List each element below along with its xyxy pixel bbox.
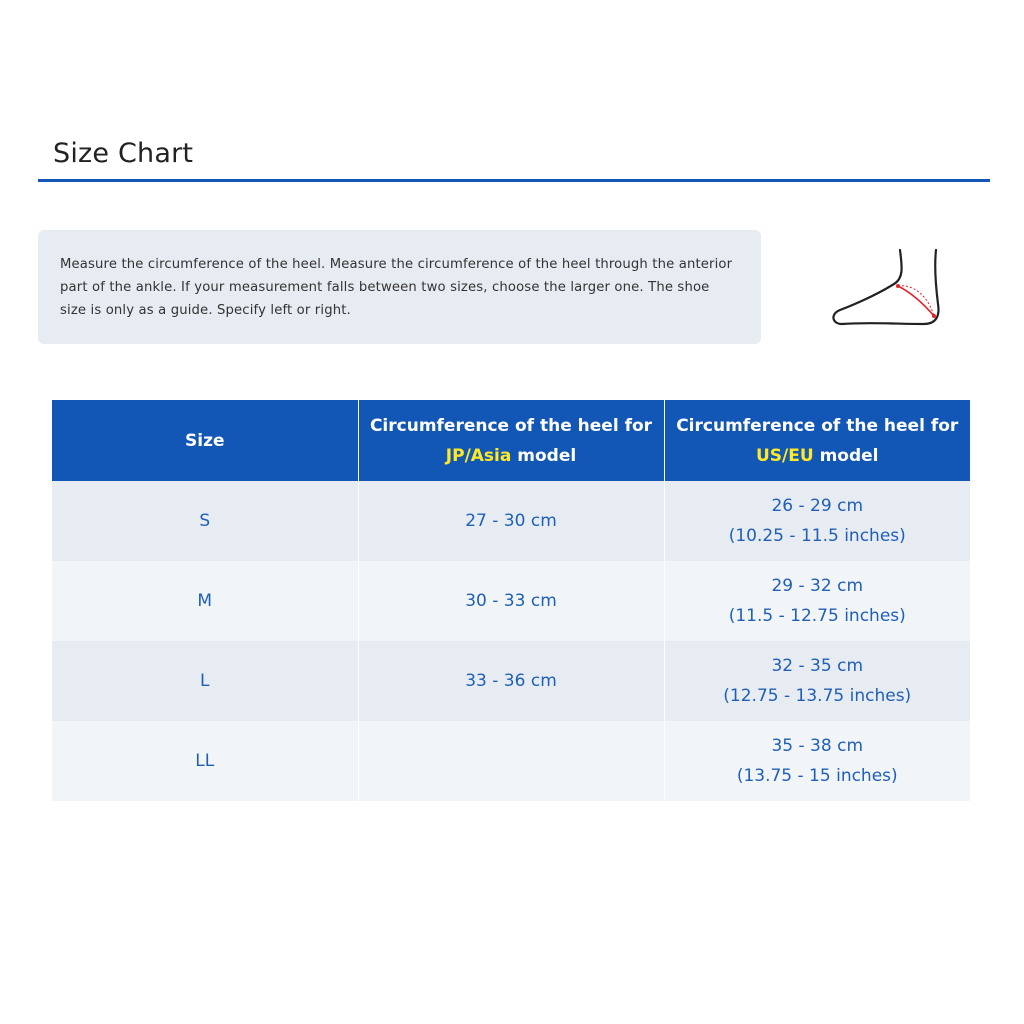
cell-jp bbox=[358, 721, 664, 801]
table-row bbox=[52, 481, 970, 561]
cell-size: M bbox=[52, 561, 358, 641]
cell-us-cm: 35 - 38 cm bbox=[771, 736, 864, 756]
cell-jp: 30 - 33 cm bbox=[358, 561, 664, 641]
table-row bbox=[52, 561, 970, 641]
cell-us-inches: (13.75 - 15 inches) bbox=[736, 766, 898, 786]
header-size bbox=[52, 400, 358, 481]
foot-heel-measurement-icon bbox=[828, 244, 948, 334]
header-us-highlight: US/EU bbox=[755, 445, 814, 466]
header-us-suffix: model bbox=[819, 445, 879, 466]
cell-us bbox=[664, 721, 970, 801]
size-chart-table bbox=[52, 400, 970, 801]
header-jp-asia bbox=[358, 400, 664, 481]
table-header-row bbox=[52, 400, 970, 481]
measurement-instructions-text: Measure the circumference of the heel. Measure the circumference of the heel through the anterior part of the ankle. If your measurement falls between two sizes, choose the larger one. The shoe size is only as a guide. Specify left or right. bbox=[60, 257, 733, 318]
cell-us bbox=[664, 561, 970, 641]
cell-us bbox=[664, 481, 970, 561]
cell-jp: 33 - 36 cm bbox=[358, 641, 664, 721]
header-jp-line1: Circumference of the heel for bbox=[369, 415, 653, 436]
cell-size: L bbox=[52, 641, 358, 721]
header-size-label: Size bbox=[185, 430, 225, 451]
header-us-line1: Circumference of the heel for bbox=[676, 415, 959, 436]
cell-jp: 27 - 30 cm bbox=[358, 481, 664, 561]
cell-us-cm: 32 - 35 cm bbox=[771, 656, 864, 676]
header-jp-highlight: JP/Asia bbox=[445, 445, 512, 466]
cell-us-inches: (12.75 - 13.75 inches) bbox=[723, 686, 912, 706]
cell-us-cm: 26 - 29 cm bbox=[771, 496, 864, 516]
title-divider bbox=[38, 179, 990, 182]
cell-us-inches: (11.5 - 12.75 inches) bbox=[728, 606, 906, 626]
cell-size: S bbox=[52, 481, 358, 561]
cell-us-cm: 29 - 32 cm bbox=[771, 576, 864, 596]
page-title: Size Chart bbox=[53, 138, 194, 169]
measurement-instructions-box bbox=[38, 230, 761, 344]
header-jp-suffix: model bbox=[517, 445, 577, 466]
header-us-eu bbox=[664, 400, 970, 481]
table-row bbox=[52, 721, 970, 801]
table-row bbox=[52, 641, 970, 721]
cell-us bbox=[664, 641, 970, 721]
cell-size: LL bbox=[52, 721, 358, 801]
cell-us-inches: (10.25 - 11.5 inches) bbox=[728, 526, 906, 546]
